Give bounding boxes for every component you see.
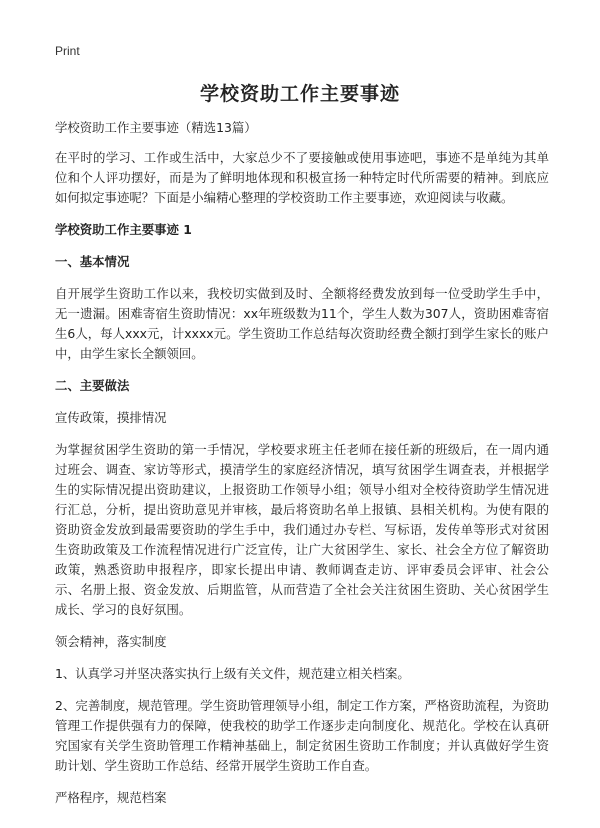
section-title: 学校资助工作主要事迹 1 <box>55 222 192 237</box>
subheading-procedure: 严格程序，规范档案 <box>55 790 167 805</box>
page-title: 学校资助工作主要事迹 <box>199 83 400 105</box>
paragraph-item-2: 2、完善制度，规范管理。学生资助管理领导小组，制定工作方案，严格资助流程，为资助管理工作提供强有力的保障，使我校的助学工作逐步走向制度化、规范化。学校在认真研究国家有关学生资助管理工作精神基础上，制定贫困生资助工作制度；并认真做好学生资助计划、学生资助工作总结、经常开展学生资助工作自查。 <box>55 698 549 773</box>
article-subtitle: 学校资助工作主要事迹（精选13篇） <box>55 120 257 135</box>
paragraph-policy: 为掌握贫困学生资助的第一手情况，学校要求班主任老师在接任新的班级后，在一周内通过班会、调查、家访等形式，摸清学生的家庭经济情况，填写贫困学生调查表，并根据学生的实际情况提出资助建议，上报资助工作领导小组；领导小组对全校待资助学生情况进行汇总，分析，提出资助意见并审核，最后将资助名单上报镇、县相关机构。为使有限的资助资金发放到最需要资助的学生手中，我们通过办专栏、写标语，发传单等形式对贫困生资助政策及工作流程情况进行广泛宣传，让广大贫困学生、家长、社会全方位了解资助政策，熟悉资助申报程序，即家长提出申请、教师调查走访、评审委员会评审、社会公示、名册上报、资金发放、后期监管，从而营造了全社会关注贫困生资助、关心贫困学生成长、学习的良好氛围。 <box>55 442 549 617</box>
subheading-spirit: 领会精神，落实制度 <box>55 634 167 649</box>
heading-basic-situation: 一、基本情况 <box>55 254 130 269</box>
intro-paragraph: 在平时的学习、工作或生活中，大家总少不了要接触或使用事迹吧，事迹不是单纯为其单位和个人评功摆好，而是为了鲜明地体现和积极宣扬一种特定时代所需要的精神。到底应如何拟定事迹呢？下面是小编精心整理的学校资助工作主要事迹，欢迎阅读与收藏。 <box>55 150 549 205</box>
heading-main-practices: 二、主要做法 <box>55 378 130 393</box>
subheading-policy: 宣传政策，摸排情况 <box>55 410 167 425</box>
article-body <box>55 118 549 820</box>
paragraph-basic-situation: 自开展学生资助工作以来，我校切实做到及时、全额将经费发放到每一位受助学生手中，无一遗漏。困难寄宿生资助情况：xx年班级数为11个，学生人数为307人，资助困难寄宿生6人，每人xxx元，计xxxx元。学生资助工作总结每次资助经费全额打到学生家长的账户中，由学生家长全额领回。 <box>55 286 549 361</box>
print-link[interactable]: Print <box>55 44 80 58</box>
paragraph-item-1: 1、认真学习并坚决落实执行上级有关文件，规范建立相关档案。 <box>55 666 410 681</box>
